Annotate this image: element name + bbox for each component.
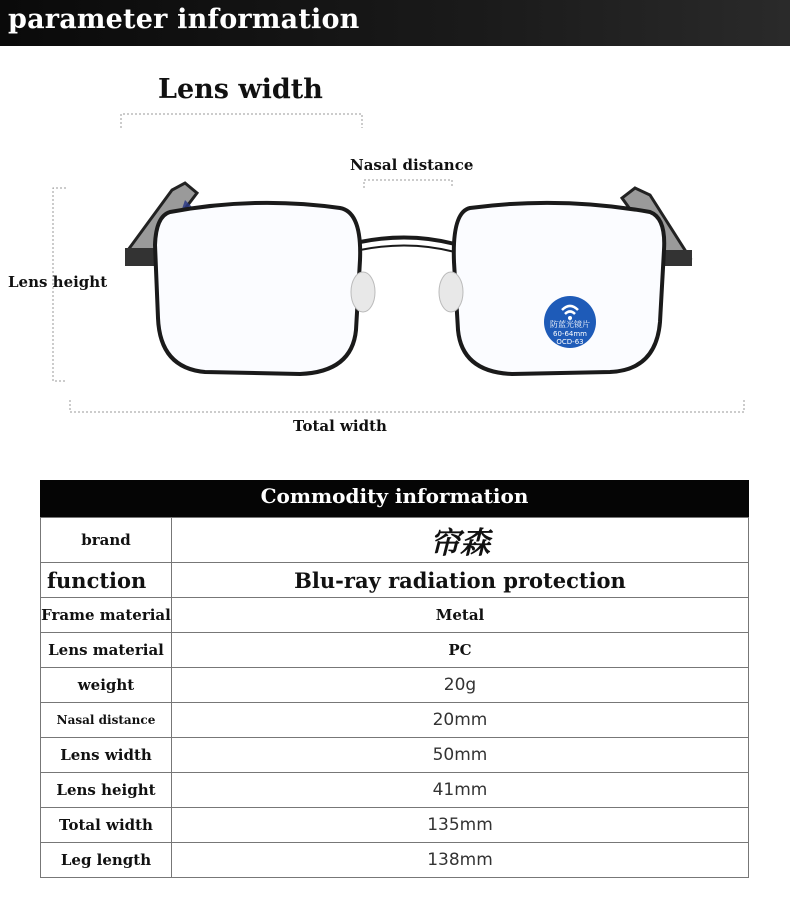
row-key-lens-height: Lens height bbox=[41, 773, 172, 808]
page-title: parameter information bbox=[8, 4, 360, 35]
nasal-distance-label: Nasal distance bbox=[350, 156, 474, 174]
table-row bbox=[41, 668, 749, 703]
badge-line3: OCD-63 bbox=[556, 338, 584, 346]
row-key-nasal-distance: Nasal distance bbox=[41, 703, 172, 738]
row-key-lens-width: Lens width bbox=[41, 738, 172, 773]
spec-table bbox=[40, 517, 749, 878]
badge-line1: 防蓝光镜片 bbox=[550, 320, 590, 329]
table-row bbox=[41, 703, 749, 738]
row-value-function: Blu-ray radiation protection bbox=[172, 563, 749, 598]
lens-height-label: Lens height bbox=[8, 273, 108, 291]
row-key-leg-length: Leg length bbox=[41, 843, 172, 878]
row-value-weight: 20g bbox=[172, 668, 749, 703]
row-value-lens-material: PC bbox=[172, 633, 749, 668]
row-key-function: function bbox=[41, 563, 172, 598]
right-nose-pad bbox=[439, 272, 463, 312]
badge-line2: 60-64mm bbox=[553, 330, 587, 338]
row-value-nasal-distance: 20mm bbox=[172, 703, 749, 738]
row-value-total-width: 135mm bbox=[172, 808, 749, 843]
lens-width-label: Lens width bbox=[158, 74, 323, 105]
table-row bbox=[41, 598, 749, 633]
table-row bbox=[41, 773, 749, 808]
left-hinge bbox=[125, 248, 157, 266]
table-row bbox=[41, 843, 749, 878]
brand-logo: 帘森 bbox=[430, 526, 490, 561]
bridge bbox=[360, 237, 455, 244]
total-width-label: Total width bbox=[293, 417, 387, 435]
commodity-table bbox=[40, 480, 749, 878]
table-row bbox=[41, 518, 749, 563]
table-row bbox=[41, 738, 749, 773]
lens-width-dim-line bbox=[121, 114, 362, 128]
row-key-total-width: Total width bbox=[41, 808, 172, 843]
row-value-frame-material: Metal bbox=[172, 598, 749, 633]
left-lens bbox=[155, 203, 360, 374]
table-row bbox=[41, 808, 749, 843]
bridge-lower bbox=[360, 245, 455, 252]
row-key-frame-material: Frame material bbox=[41, 598, 172, 633]
right-lens bbox=[454, 203, 664, 374]
row-value-leg-length: 138mm bbox=[172, 843, 749, 878]
row-key-lens-material: Lens material bbox=[41, 633, 172, 668]
table-row bbox=[41, 563, 749, 598]
nasal-distance-dim-line bbox=[364, 180, 452, 188]
row-value-lens-width: 50mm bbox=[172, 738, 749, 773]
row-value-brand bbox=[172, 518, 749, 563]
row-value-lens-height: 41mm bbox=[172, 773, 749, 808]
row-key-weight: weight bbox=[41, 668, 172, 703]
row-key-brand: brand bbox=[41, 518, 172, 563]
table-row bbox=[41, 633, 749, 668]
table-title: Commodity information bbox=[40, 480, 749, 517]
lens-badge bbox=[544, 296, 596, 348]
total-width-dim-line bbox=[70, 400, 744, 412]
left-nose-pad bbox=[351, 272, 375, 312]
